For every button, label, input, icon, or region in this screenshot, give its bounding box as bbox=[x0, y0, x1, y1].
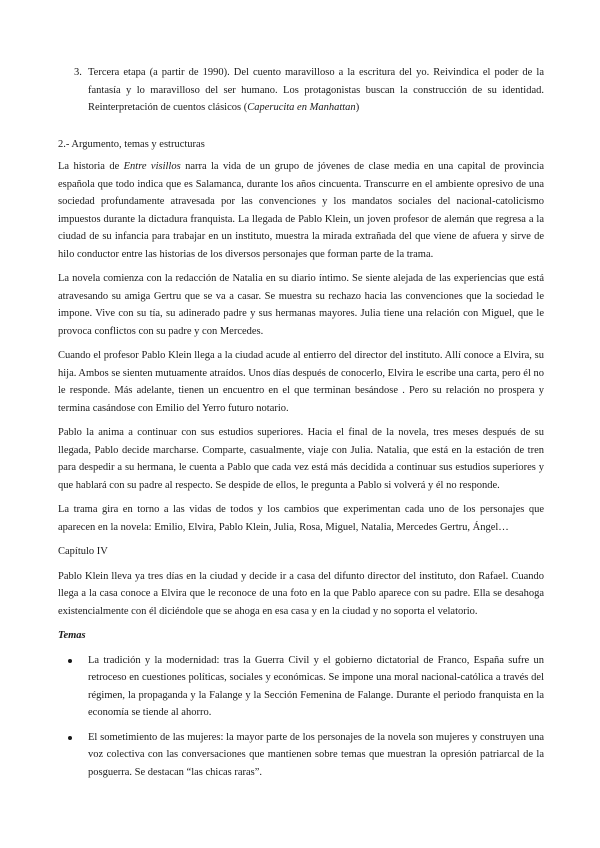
section-heading: 2.- Argumento, temas y estructuras bbox=[58, 139, 205, 150]
book-title: Caperucita en Manhattan bbox=[247, 102, 356, 113]
list-item: La tradición y la modernidad: tras la Guerra Civil y el gobierno dictatorial de Franco, España sufre un retroceso en cuestiones políticas, sociales y económicas. Se impone una moral nacional-católica a través del régimen, la propaganda y la Falange y la Sección Femenina de Falange. Durante el periodo franquista en la economía se tiende al ahorro. bbox=[58, 652, 544, 722]
numbered-list-item bbox=[74, 64, 544, 117]
paragraph: La trama gira en torno a las vidas de todos y los cambios que experimentan cada uno de los personajes que aparecen en la novela: Emilio, Elvira, Pablo Klein, Julia, Rosa, Miguel, Natalia, Mercedes Gertru, Ángel… bbox=[58, 504, 544, 533]
novel-title: Entre visillos bbox=[123, 161, 181, 172]
paragraph: La novela comienza con la redacción de Natalia en su diario íntimo. Se siente alejada de las experiencias que está atravesando su amiga Gertru que se va a casar. Se muestra su rechazo hacia las convenciones que la sociedad le impone. Vive con su tía, su adinerado padre y sus hermanas mayores. Julia tiene una relación con Miguel, que le provoca conflictos con su padre y con Mercedes. bbox=[58, 273, 544, 337]
main-text bbox=[58, 158, 544, 788]
list-item: El sometimiento de las mujeres: la mayor parte de los personajes de la novela son mujeres y construyen una voz colectiva con las conversaciones que mantienen sobre temas que muestran la opresión patriarcal de la posguerra. Se destacan “las chicas raras”. bbox=[58, 729, 544, 782]
list-item-text: Tercera etapa (a partir de 1990). Del cuento maravilloso a la escritura del yo. Reivindica el poder de la fantasía y lo maravilloso del ser humano. Los protagonistas buscan la construcción de su identidad. Reinterpretación de cuentos clásicos (Caperucita en Manhattan) bbox=[88, 67, 544, 113]
chapter-title: Capítulo IV bbox=[58, 546, 108, 557]
temas-heading: Temas bbox=[58, 630, 86, 641]
topics-list bbox=[58, 652, 544, 782]
paragraph: Pablo Klein lleva ya tres días en la ciudad y decide ir a casa del difunto director del instituto, don Rafael. Cuando llega a la casa conoce a Elvira que le reconoce de una foto en la que Pablo aparece con su padre. Ella se desahoga existencialmente con él diciéndole que se ahoga en esa casa y en la ciudad y no soporta el velatorio. bbox=[58, 570, 544, 617]
bullet-icon bbox=[68, 736, 72, 740]
list-number: 3. bbox=[74, 67, 82, 78]
bullet-icon bbox=[68, 659, 72, 663]
paragraph: Cuando el profesor Pablo Klein llega a la ciudad acude al entierro del director del instituto. Allí conoce a Elvira, su hija. Ambos se sienten mutuamente atraídos. Unos días después de conocerlo, Elvira le escribe una carta, pero él no le responde. Más adelante, tienen un encuentro en el que terminan besándose . Pero su relación no prospera y termina casándose con Emilio del Yerro futuro notario. bbox=[58, 350, 544, 414]
paragraph: La historia de Entre visillos narra la vida de un grupo de jóvenes de clase media en una capital de provincia española que todo indica que es Salamanca, durante los años cincuenta. Transcurre en el ambiente opresivo de una sociedad profundamente atravesada por las convenciones y los mandatos sociales del nacional-catolicismo impuestos durante la dictadura franquista. La llegada de Pablo Klein, un joven profesor de alemán que regresa a la ciudad de su infancia para trabajar en un instituto, muestra la mirada extrañada del que viene de afuera y sirve de hilo conductor entre las historias de los diversos personajes que forman parte de la trama. bbox=[58, 161, 544, 260]
paragraph: Pablo la anima a continuar con sus estudios superiores. Hacia el final de la novela, tres meses después de su llegada, Pablo decide marcharse. Comparte, casualmente, viaje con Julia. Natalia, que está en la estación de tren para despedir a su hermana, le cuenta a Pablo que cada vez está más decidida a continuar sus estudios superiores y que hablará con su padre al respecto. Se despide de ellos, le pregunta a Pablo si volverá y él no responde. bbox=[58, 427, 544, 491]
